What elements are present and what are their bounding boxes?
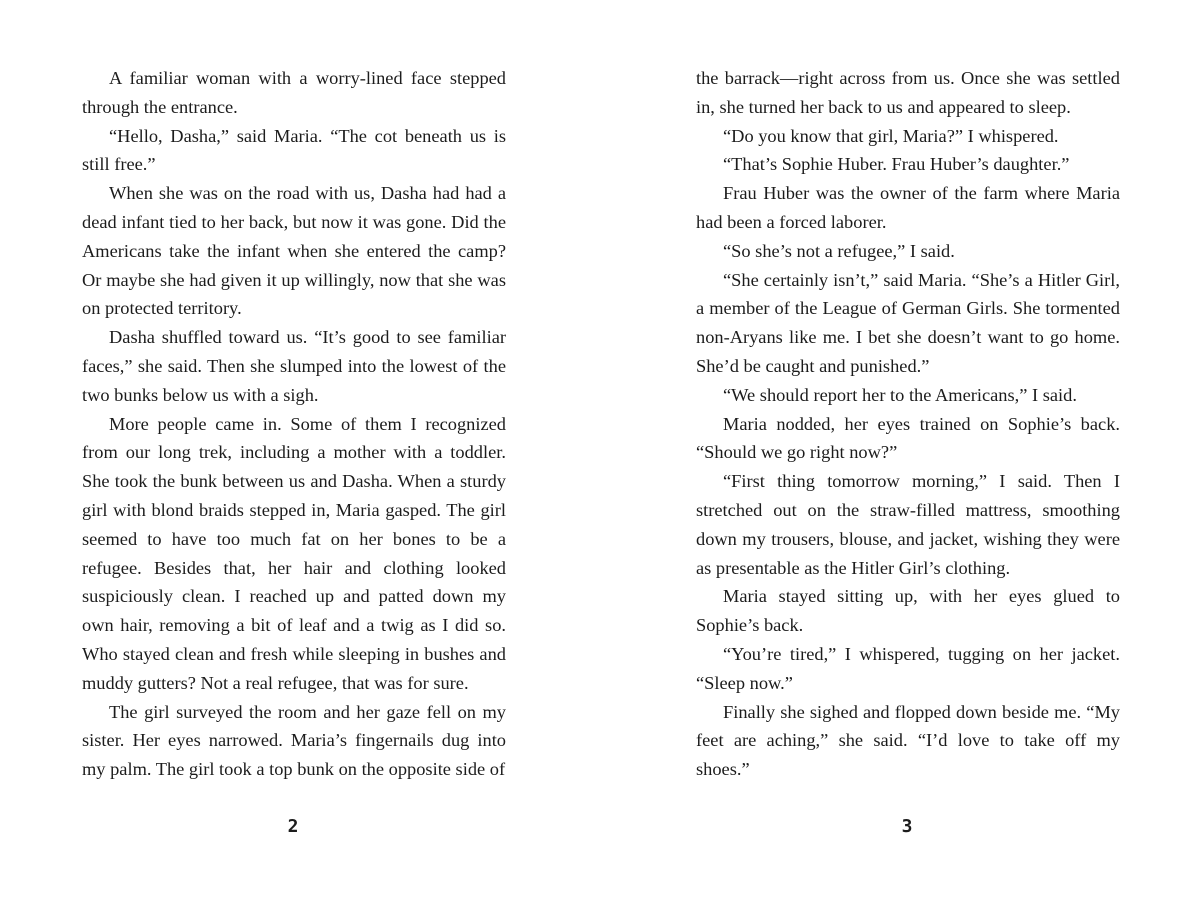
paragraph: Dasha shuffled toward us. “It’s good to see familiar faces,” she said. Then she slumped into the lowest of the two bunks below us with a sigh.	[82, 327, 506, 405]
paragraph: “We should report her to the Americans,” I said.	[723, 384, 1077, 405]
paragraph: “Hello, Dasha,” said Maria. “The cot beneath us is still free.”	[82, 125, 506, 175]
paragraph: “Do you know that girl, Maria?” I whispered.	[723, 125, 1059, 146]
paragraph: Frau Huber was the owner of the farm where Maria had been a forced laborer.	[696, 183, 1120, 232]
paragraph: “She certainly isn’t,” said Maria. “She’s a Hitler Girl, a member of the League of German Girls. She tormented non-Aryans like me. I bet she doesn’t want to go home. She’d be caught and punished.”	[696, 269, 1120, 376]
paragraph: “You’re tired,” I whispered, tugging on her jacket. “Sleep now.”	[696, 643, 1120, 693]
paragraph: More people came in. Some of them I recognized from our long trek, including a mother with a toddler. She took the bunk between us and Dasha. When a sturdy girl with blond braids stepped in, Maria gasped. The girl seemed to have too much fat on her bones to be a refugee. Besides that, her hair and clothing looked suspiciously clean. I reached up and patted down my own hair, removing a bit of leaf and a twig as I did so. Who stayed clean and fresh while sleeping in bushes and muddy gutters? Not a real refugee, that was for sure.	[82, 413, 506, 693]
right-page-text	[696, 64, 1120, 784]
paragraph-continued: the barrack—right across from us. Once she was settled in, she turned her back to us and appeared to sleep.	[696, 68, 1120, 117]
page-number-left: 2	[287, 816, 299, 837]
paragraph: A familiar woman with a worry-lined face stepped through the entrance.	[82, 68, 506, 117]
paragraph: The girl surveyed the room and her gaze fell on my sister. Her eyes narrowed. Maria’s fingernails dug into my palm. The girl took a top bunk on the opposite side of	[82, 701, 506, 780]
paragraph: “So she’s not a refugee,” I said.	[723, 240, 955, 261]
page-number-right: 3	[901, 816, 913, 837]
paragraph: Maria stayed sitting up, with her eyes glued to Sophie’s back.	[696, 586, 1120, 636]
paragraph: “First thing tomorrow morning,” I said. Then I stretched out on the straw-filled mattress, smoothing down my trousers, blouse, and jacket, wishing they were as presentable as the Hitler Girl’s clothing.	[696, 471, 1120, 578]
paragraph: Finally she sighed and flopped down beside me. “My feet are aching,” she said. “I’d love to take off my shoes.”	[696, 701, 1120, 780]
paragraph: “That’s Sophie Huber. Frau Huber’s daughter.”	[723, 154, 1070, 175]
paragraph: Maria nodded, her eyes trained on Sophie’s back. “Should we go right now?”	[696, 413, 1120, 463]
paragraph: When she was on the road with us, Dasha had had a dead infant tied to her back, but now it was gone. Did the Americans take the infant when she entered the camp? Or maybe she had given it up willingly, now that she was on protected territory.	[82, 183, 506, 319]
left-page-text	[82, 64, 506, 784]
